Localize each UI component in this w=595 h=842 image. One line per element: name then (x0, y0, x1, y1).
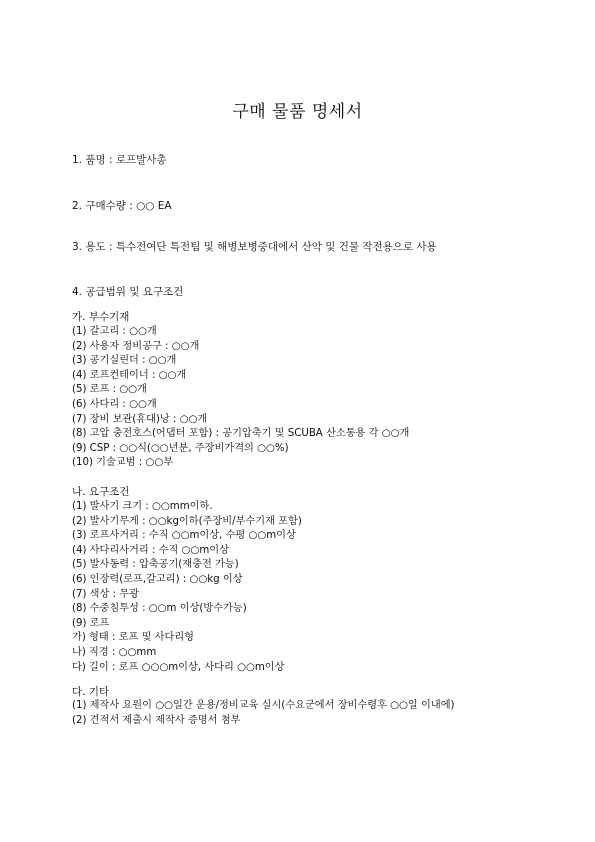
list-item: (9) 로프 (72, 617, 110, 629)
list-item: (1) 제작사 요원이 ○○일간 운용/정비교육 실시(수요군에서 장비수령후 ○○일 이내에) (72, 700, 455, 711)
section-requirements-list (72, 500, 302, 675)
list-item: (1) 발사기 크기 : ○○mm이하. (72, 501, 213, 512)
list-item: (4) 사다리사거리 : 수직 ○○m이상 (72, 544, 229, 556)
document-title: 구매 물품 명세서 (232, 102, 363, 122)
item-name: 1. 품명 : 로프발사총 (72, 154, 167, 166)
item-quantity: 2. 구매수량 : ○○ EA (72, 200, 172, 212)
list-item: (6) 사다리 : ○○개 (72, 398, 157, 410)
list-item: (3) 공기실린더 : ○○개 (72, 355, 177, 367)
list-item: (3) 로프사거리 : 수직 ○○m이상, 수평 ○○m이상 (72, 530, 296, 542)
section-accessories-heading: 가. 부수기재 (72, 311, 130, 323)
list-item: (8) 고압 충전호스(어댑터 포함) : 공기압축기 및 SCUBA 산소통용 각 ○○개 (72, 428, 410, 440)
item-purpose: 3. 용도 : 특수전여단 특전팀 및 해병보병중대에서 산악 및 건물 작전용으로 사용 (72, 241, 437, 253)
list-item: (4) 로프컨테이너 : ○○개 (72, 369, 187, 381)
list-item: (8) 수중침투성 : ○○m 이상(방수가능) (72, 603, 247, 615)
list-item: 다) 길이 : 로프 ○○○m이상, 사다리 ○○m이상 (72, 661, 285, 673)
list-item: (2) 사용자 정비공구 : ○○개 (72, 340, 200, 352)
list-item: (5) 발사동력 : 압축공기(재충전 가능) (72, 559, 239, 571)
list-item: (6) 인장력(로프,갈고리) : ○○kg 이상 (72, 573, 243, 585)
list-item: (1) 갈고리 : ○○개 (72, 326, 157, 337)
list-item: (7) 색상 : 무광 (72, 588, 139, 600)
list-item: (2) 견적서 제출시 제작사 증명서 첨부 (72, 714, 241, 726)
item-scope: 4. 공급범위 및 요구조건 (72, 286, 184, 298)
section-accessories-list (72, 325, 409, 471)
list-item: (10) 기술교범 : ○○부 (72, 457, 174, 469)
list-item: (5) 로프 : ○○개 (72, 384, 147, 396)
list-item: (9) CSP : ○○식(○○년분, 주장비가격의 ○○%) (72, 442, 289, 454)
list-item: 가) 형태 : 로프 및 사다리형 (72, 632, 195, 644)
list-item: (7) 장비 보관(휴대)낭 : ○○개 (72, 413, 208, 425)
section-other-list (72, 699, 455, 728)
section-other-heading: 다. 기타 (72, 686, 110, 698)
section-requirements-heading: 나. 요구조건 (72, 486, 130, 498)
list-item: 나) 직경 : ○○mm (72, 646, 157, 658)
list-item: (2) 발사기무게 : ○○kg이하(주장비/부수기재 포함) (72, 515, 302, 527)
